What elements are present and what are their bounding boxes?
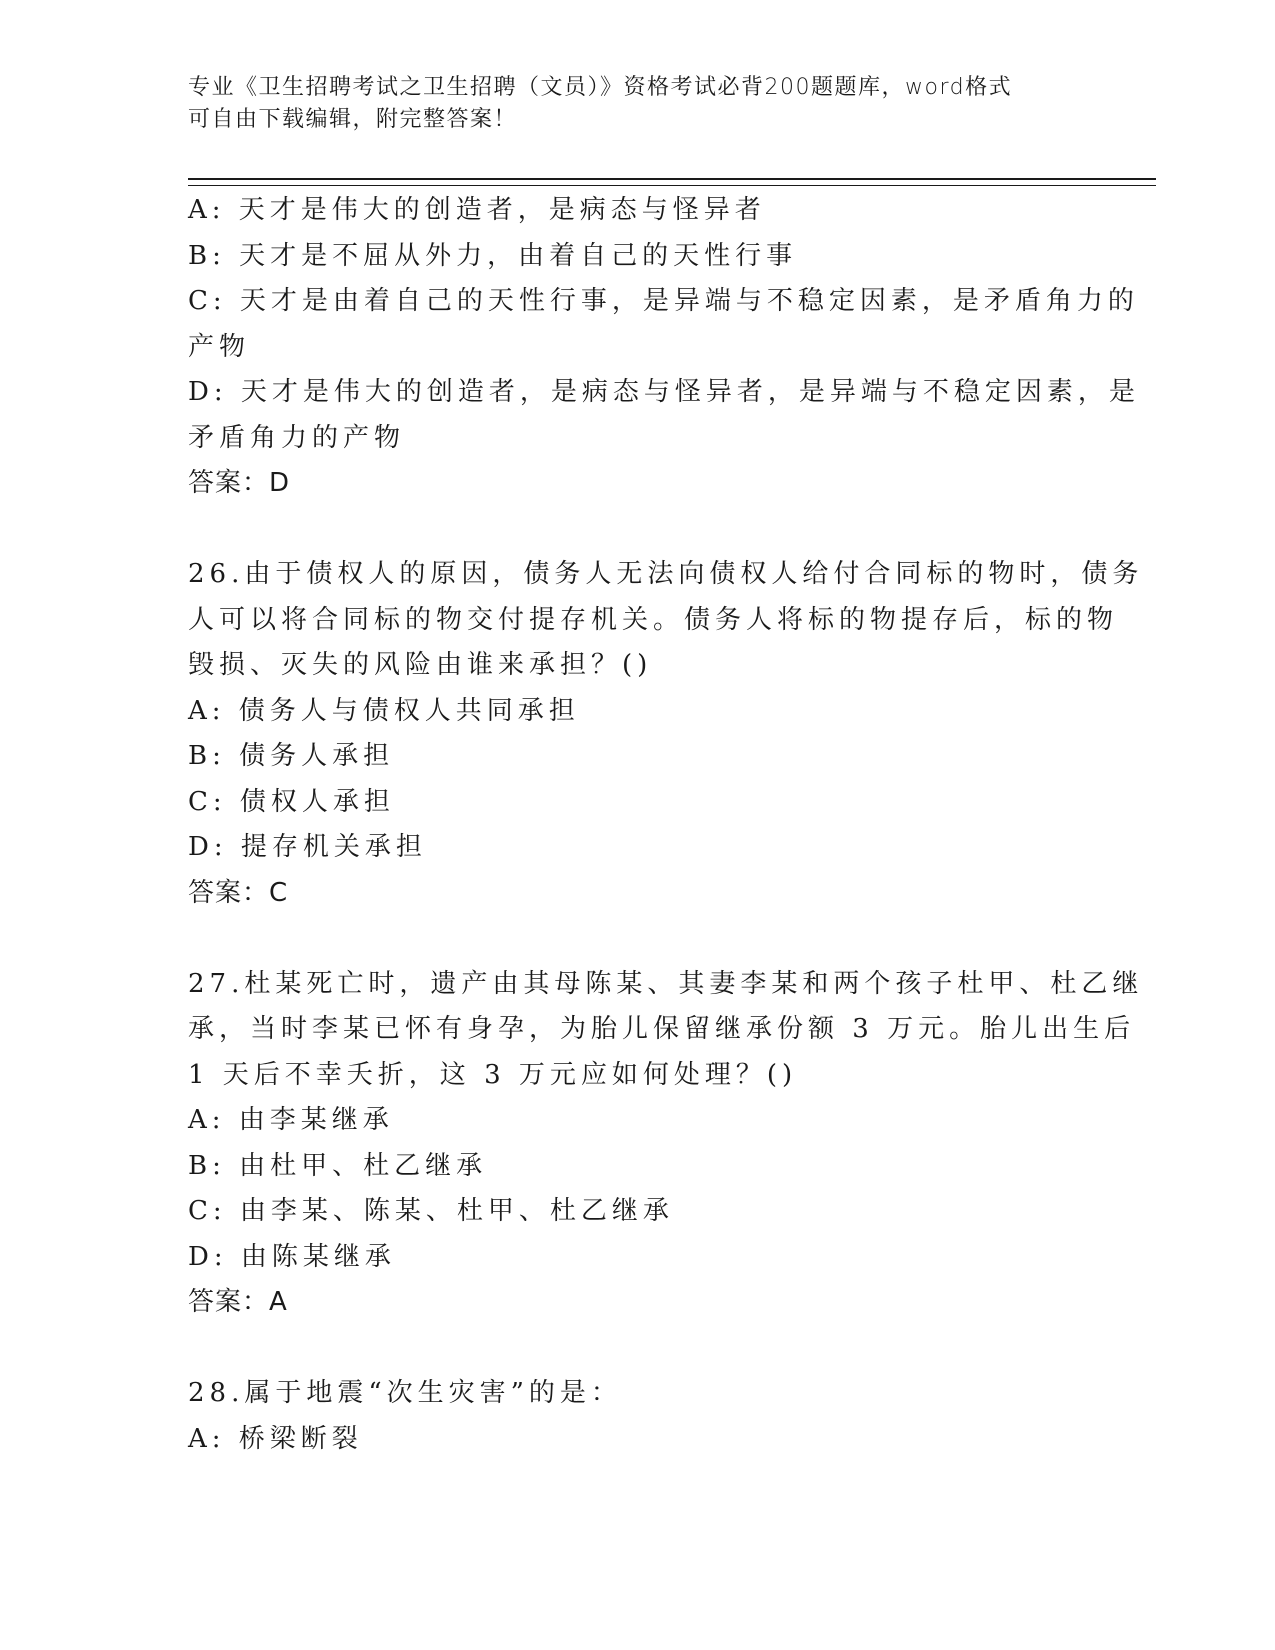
answer-label: 答案：C	[188, 877, 289, 908]
spacer	[188, 507, 1088, 553]
option-d: D: 天才是伟大的创造者，是病态与怪异者，是异端与不稳定因素，是	[188, 377, 1140, 407]
question-stem-continued: 毁损、灭失的风险由谁来承担？()	[188, 650, 653, 680]
answer-label: 答案：D	[188, 468, 291, 498]
spacer	[188, 916, 1088, 962]
answer-label: 答案：A	[188, 1287, 288, 1317]
question-stem: 28.属于地震“次生灾害”的是：	[188, 1378, 622, 1408]
option-d-continued: 矛盾角力的产物	[188, 422, 406, 453]
option-c: C: 债权人承担	[188, 786, 395, 817]
question-stem-continued: 1 天后不幸夭折，这 3 万元应如何处理？()	[188, 1059, 798, 1090]
question-27-block	[188, 962, 1144, 1326]
option-a: A: 桥梁断裂	[188, 1423, 363, 1454]
question-28-block	[188, 1371, 1088, 1462]
option-b: B: 债务人承担	[188, 741, 395, 771]
document-header	[188, 72, 1088, 136]
option-d: D: 由陈某继承	[188, 1241, 396, 1272]
option-b: B: 天才是不屈从外力，由着自己的天性行事	[188, 240, 798, 271]
option-a: A: 债务人与债权人共同承担	[188, 695, 580, 726]
spacer	[188, 1326, 1088, 1372]
option-a: A: 由李某继承	[188, 1105, 394, 1135]
header-title-line1: 专业《卫生招聘考试之卫生招聘（文员）》资格考试必背200题题库，word格式	[188, 75, 1013, 100]
question-list	[188, 188, 1144, 1462]
option-c-continued: 产物	[188, 331, 251, 362]
question-stem: 26.由于债权人的原因，债务人无法向债权人给付合同标的物时，债务	[188, 559, 1144, 589]
question-stem-continued: 人可以将合同标的物交付提存机关。债务人将标的物提存后，标的物	[188, 604, 1119, 635]
question-stem: 27.杜某死亡时，遗产由其母陈某、其妻李某和两个孩子杜甲、杜乙继	[188, 968, 1144, 999]
option-a: A: 天才是伟大的创造者，是病态与怪异者	[188, 195, 766, 225]
option-d: D: 提存机关承担	[188, 832, 427, 862]
question-stem-continued: 承，当时李某已怀有身孕，为胎儿保留继承份额 3 万元。胎儿出生后	[188, 1014, 1136, 1044]
option-b: B: 由杜甲、杜乙继承	[188, 1150, 488, 1181]
header-divider-thick	[188, 178, 1156, 180]
header-title-line2: 可自由下载编辑，附完整答案！	[188, 107, 518, 132]
option-c: C: 天才是由着自己的天性行事，是异端与不稳定因素，是矛盾角力的	[188, 286, 1139, 316]
question-25-block	[188, 188, 1140, 507]
option-c: C: 由李某、陈某、杜甲、杜乙继承	[188, 1196, 674, 1226]
question-26-block	[188, 552, 1144, 916]
header-divider-thin	[188, 185, 1156, 186]
